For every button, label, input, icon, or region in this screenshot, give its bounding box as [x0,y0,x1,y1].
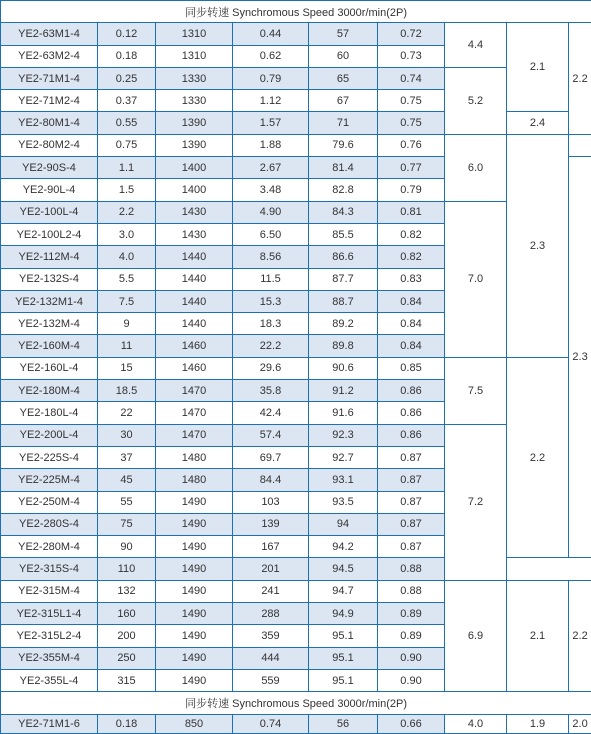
model-cell: YE2-315S-4 [1,558,98,580]
value-cell: 0.79 [378,179,445,201]
value-cell: 0.87 [378,513,445,535]
value-cell: 1460 [156,335,233,357]
table-row [1,201,591,223]
merged-ratio-cell: 2.2 [569,23,591,134]
model-cell: YE2-250M-4 [1,491,98,513]
value-cell: 1.5 [98,179,156,201]
value-cell: 1490 [156,603,233,625]
value-cell: 1440 [156,246,233,268]
value-cell: 2.2 [98,201,156,223]
value-cell: 86.6 [309,246,378,268]
value-cell: 1430 [156,201,233,223]
value-cell: 0.37 [98,90,156,112]
value-cell: 92.3 [309,424,378,446]
model-cell: YE2-132M1-4 [1,290,98,312]
value-cell: 3.0 [98,223,156,245]
merged-ratio-cell: 7.2 [445,424,507,580]
value-cell: 87.7 [309,268,378,290]
model-cell: YE2-225M-4 [1,469,98,491]
value-cell: 89.8 [309,335,378,357]
value-cell: 4.0 [445,714,507,733]
value-cell: 200 [98,625,156,647]
value-cell: 0.85 [378,357,445,379]
model-cell: YE2-315L2-4 [1,625,98,647]
value-cell: 1.9 [507,714,569,733]
model-cell: YE2-315M-4 [1,580,98,602]
merged-ratio-cell: 2.4 [507,112,569,134]
value-cell: 94.7 [309,580,378,602]
model-cell: YE2-90S-4 [1,157,98,179]
value-cell: 241 [233,580,309,602]
table-row [1,424,591,446]
value-cell: 0.86 [378,402,445,424]
value-cell: 18.3 [233,313,309,335]
value-cell: 88.7 [309,290,378,312]
model-cell: YE2-80M2-4 [1,134,98,156]
value-cell: 22.2 [233,335,309,357]
value-cell: 850 [156,714,233,733]
value-cell: 0.77 [378,157,445,179]
value-cell: 1430 [156,223,233,245]
value-cell: 132 [98,580,156,602]
value-cell: 315 [98,669,156,691]
value-cell: 1440 [156,290,233,312]
model-cell: YE2-315L1-4 [1,603,98,625]
value-cell: 0.18 [98,714,156,733]
model-cell: YE2-90L-4 [1,179,98,201]
value-cell: 0.87 [378,446,445,468]
value-cell: 7.5 [98,290,156,312]
value-cell: 94.9 [309,603,378,625]
value-cell: 0.75 [378,90,445,112]
value-cell: 95.1 [309,647,378,669]
table-row [1,580,591,602]
value-cell: 139 [233,513,309,535]
table-title: 同步转速 Synchromous Speed 3000r/min(2P) [1,1,591,23]
model-cell: YE2-71M1-4 [1,67,98,89]
value-cell: 15.3 [233,290,309,312]
table-row [1,357,591,379]
merged-ratio-cell: 2.2 [569,580,591,691]
value-cell: 35.8 [233,380,309,402]
value-cell: 1470 [156,424,233,446]
table-row [1,714,591,733]
value-cell: 42.4 [233,402,309,424]
value-cell: 0.84 [378,313,445,335]
value-cell: 1480 [156,446,233,468]
model-cell: YE2-280S-4 [1,513,98,535]
value-cell: 1440 [156,268,233,290]
value-cell: 1400 [156,157,233,179]
value-cell: 75 [98,513,156,535]
value-cell: 0.87 [378,536,445,558]
value-cell: 3.48 [233,179,309,201]
value-cell: 71 [309,112,378,134]
value-cell: 288 [233,603,309,625]
value-cell: 0.86 [378,424,445,446]
merged-ratio-cell: 5.2 [445,67,507,134]
value-cell: 0.84 [378,290,445,312]
value-cell: 94 [309,513,378,535]
value-cell: 0.82 [378,246,445,268]
model-cell: YE2-100L2-4 [1,223,98,245]
merged-ratio-cell: 2.3 [507,134,569,357]
value-cell: 0.87 [378,491,445,513]
value-cell: 1.88 [233,134,309,156]
value-cell: 0.89 [378,625,445,647]
value-cell: 82.8 [309,179,378,201]
model-cell: YE2-63M2-4 [1,45,98,67]
value-cell: 69.7 [233,446,309,468]
value-cell: 201 [233,558,309,580]
value-cell: 0.76 [378,134,445,156]
value-cell: 93.1 [309,469,378,491]
value-cell: 0.90 [378,647,445,669]
value-cell: 2.67 [233,157,309,179]
merged-ratio-cell: 4.4 [445,23,507,68]
model-cell: YE2-132S-4 [1,268,98,290]
model-cell: YE2-180M-4 [1,380,98,402]
value-cell: 0.88 [378,580,445,602]
value-cell: 91.6 [309,402,378,424]
value-cell: 1490 [156,513,233,535]
value-cell: 18.5 [98,380,156,402]
value-cell: 1440 [156,313,233,335]
value-cell: 67 [309,90,378,112]
merged-ratio-cell: 2.1 [507,23,569,112]
value-cell: 91.2 [309,380,378,402]
value-cell: 15 [98,357,156,379]
value-cell: 65 [309,67,378,89]
value-cell: 45 [98,469,156,491]
value-cell: 167 [233,536,309,558]
model-cell: YE2-355M-4 [1,647,98,669]
model-cell: YE2-80M1-4 [1,112,98,134]
value-cell: 160 [98,603,156,625]
merged-ratio-cell: 6.9 [445,580,507,691]
value-cell: 79.6 [309,134,378,156]
value-cell: 1470 [156,402,233,424]
value-cell: 5.5 [98,268,156,290]
value-cell: 0.88 [378,558,445,580]
value-cell: 94.5 [309,558,378,580]
value-cell: 0.66 [378,714,445,733]
value-cell: 1330 [156,67,233,89]
value-cell: 90.6 [309,357,378,379]
value-cell: 1390 [156,134,233,156]
value-cell: 1310 [156,45,233,67]
value-cell: 30 [98,424,156,446]
model-cell: YE2-225S-4 [1,446,98,468]
value-cell: 29.6 [233,357,309,379]
merged-ratio-cell: 2.2 [507,357,569,558]
value-cell: 1390 [156,112,233,134]
value-cell: 93.5 [309,491,378,513]
value-cell: 0.89 [378,603,445,625]
value-cell: 1490 [156,491,233,513]
model-cell: YE2-100L-4 [1,201,98,223]
value-cell: 250 [98,647,156,669]
value-cell: 1.12 [233,90,309,112]
value-cell: 0.81 [378,201,445,223]
model-cell: YE2-71M1-6 [1,714,98,733]
model-cell: YE2-180L-4 [1,402,98,424]
value-cell: 84.3 [309,201,378,223]
value-cell: 8.56 [233,246,309,268]
value-cell: 1480 [156,469,233,491]
section-title: 同步转速 Synchromous Speed 3000r/min(2P) [1,692,591,714]
value-cell: 0.74 [378,67,445,89]
value-cell: 0.75 [378,112,445,134]
value-cell: 1490 [156,669,233,691]
model-cell: YE2-160L-4 [1,357,98,379]
model-cell: YE2-280M-4 [1,536,98,558]
value-cell: 37 [98,446,156,468]
table-row [1,23,591,45]
value-cell: 0.18 [98,45,156,67]
value-cell: 1470 [156,380,233,402]
table-row [1,134,591,156]
value-cell: 0.87 [378,469,445,491]
value-cell: 1490 [156,625,233,647]
value-cell: 1490 [156,536,233,558]
model-cell: YE2-112M-4 [1,246,98,268]
merged-ratio-cell: 6.0 [445,134,507,201]
value-cell: 0.84 [378,335,445,357]
value-cell: 0.62 [233,45,309,67]
merged-ratio-cell: 2.1 [507,580,569,691]
value-cell: 1310 [156,23,233,45]
value-cell: 1490 [156,580,233,602]
value-cell: 0.73 [378,45,445,67]
value-cell: 0.25 [98,67,156,89]
value-cell: 95.1 [309,669,378,691]
value-cell: 559 [233,669,309,691]
value-cell: 11.5 [233,268,309,290]
value-cell: 0.55 [98,112,156,134]
value-cell: 103 [233,491,309,513]
model-cell: YE2-355L-4 [1,669,98,691]
value-cell: 94.2 [309,536,378,558]
value-cell: 57.4 [233,424,309,446]
merged-ratio-cell: 2.3 [569,157,591,558]
value-cell: 85.5 [309,223,378,245]
model-cell: YE2-132M-4 [1,313,98,335]
value-cell: 359 [233,625,309,647]
value-cell: 0.82 [378,223,445,245]
value-cell: 1330 [156,90,233,112]
value-cell: 110 [98,558,156,580]
value-cell: 1.1 [98,157,156,179]
value-cell: 2.0 [569,714,591,733]
value-cell: 0.86 [378,380,445,402]
model-cell: YE2-63M1-4 [1,23,98,45]
value-cell: 6.50 [233,223,309,245]
value-cell: 0.72 [378,23,445,45]
value-cell: 60 [309,45,378,67]
value-cell: 55 [98,491,156,513]
value-cell: 81.4 [309,157,378,179]
model-cell: YE2-200L-4 [1,424,98,446]
value-cell: 0.74 [233,714,309,733]
value-cell: 11 [98,335,156,357]
value-cell: 0.90 [378,669,445,691]
value-cell: 0.44 [233,23,309,45]
value-cell: 92.7 [309,446,378,468]
value-cell: 89.2 [309,313,378,335]
value-cell: 22 [98,402,156,424]
value-cell: 444 [233,647,309,669]
value-cell: 4.0 [98,246,156,268]
merged-ratio-cell: 7.5 [445,357,507,424]
value-cell: 9 [98,313,156,335]
value-cell: 90 [98,536,156,558]
value-cell: 1.57 [233,112,309,134]
value-cell: 0.79 [233,67,309,89]
value-cell: 0.83 [378,268,445,290]
value-cell: 84.4 [233,469,309,491]
value-cell: 4.90 [233,201,309,223]
value-cell: 1490 [156,647,233,669]
value-cell: 1490 [156,558,233,580]
value-cell: 1460 [156,357,233,379]
value-cell: 1400 [156,179,233,201]
model-cell: YE2-160M-4 [1,335,98,357]
merged-ratio-cell: 7.0 [445,201,507,357]
model-cell: YE2-71M2-4 [1,90,98,112]
value-cell: 0.12 [98,23,156,45]
value-cell: 0.75 [98,134,156,156]
value-cell: 56 [309,714,378,733]
value-cell: 57 [309,23,378,45]
table-row [1,67,591,89]
value-cell: 95.1 [309,625,378,647]
